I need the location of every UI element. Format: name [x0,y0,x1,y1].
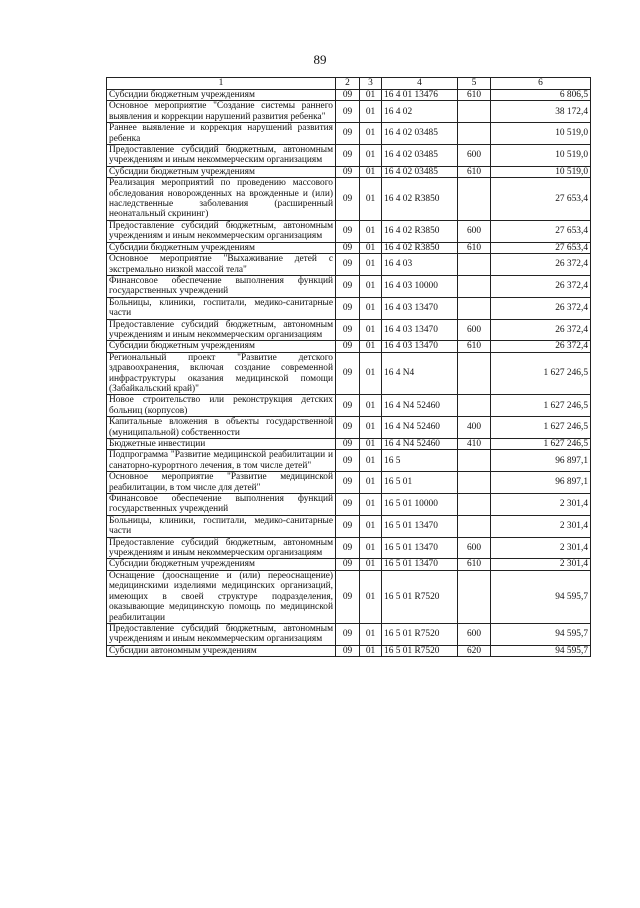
row-name: Финансовое обеспечение выполнения функций государственных учреждений [107,275,336,297]
row-section: 09 [336,645,360,656]
row-subsection: 01 [360,570,382,623]
row-subsection: 01 [360,395,382,417]
row-target-code: 16 4 03 [382,254,458,276]
row-expense-type: 610 [458,559,491,570]
row-expense-type: 600 [458,145,491,167]
row-subsection: 01 [360,275,382,297]
table-row [107,145,591,167]
row-name: Основное мероприятие "Создание системы раннего выявления и коррекции нарушений развития ребенка" [107,101,336,123]
row-section: 09 [336,297,360,319]
row-section: 09 [336,352,360,395]
table-row [107,472,591,494]
row-name: Оснащение (дооснащение и (или) переоснащение) медицинскими изделиями медицинских организаций, имеющих в своей структуре подразделения, оказывающие медицинскую помощь по медицинской реабилитации [107,570,336,623]
header-row [107,78,591,90]
row-name: Финансовое обеспечение выполнения функций государственных учреждений [107,494,336,516]
row-target-code: 16 4 03 13470 [382,297,458,319]
row-amount: 26 372,4 [491,341,591,352]
row-amount: 6 806,5 [491,90,591,101]
page-number: 89 [313,52,327,67]
row-name: Капитальные вложения в объекты государственной (муниципальной) собственности [107,417,336,439]
header-cell: 2 [336,78,360,90]
table-row [107,220,591,242]
row-name: Раннее выявление и коррекция нарушений развития ребенка [107,123,336,145]
row-amount: 2 301,4 [491,494,591,516]
row-expense-type: 610 [458,242,491,253]
table-row [107,395,591,417]
row-target-code: 16 4 02 R3850 [382,242,458,253]
row-subsection: 01 [360,352,382,395]
row-subsection: 01 [360,220,382,242]
row-subsection: 01 [360,242,382,253]
row-name: Субсидии бюджетным учреждениям [107,166,336,177]
row-subsection: 01 [360,254,382,276]
row-amount: 26 372,4 [491,254,591,276]
row-target-code: 16 4 N4 52460 [382,395,458,417]
row-amount: 94 595,7 [491,570,591,623]
row-subsection: 01 [360,559,382,570]
row-target-code: 16 4 02 03485 [382,123,458,145]
row-subsection: 01 [360,297,382,319]
row-name: Субсидии бюджетным учреждениям [107,242,336,253]
row-name: Субсидии бюджетным учреждениям [107,341,336,352]
row-amount: 26 372,4 [491,319,591,341]
row-name: Больницы, клиники, госпитали, медико-санитарные части [107,515,336,537]
row-expense-type: 620 [458,645,491,656]
row-target-code: 16 4 N4 52460 [382,439,458,450]
row-target-code: 16 4 N4 [382,352,458,395]
table-row [107,645,591,656]
row-subsection: 01 [360,439,382,450]
row-expense-type: 600 [458,220,491,242]
row-section: 09 [336,166,360,177]
row-expense-type [458,178,491,221]
header-cell: 4 [382,78,458,90]
row-expense-type [458,472,491,494]
row-section: 09 [336,341,360,352]
header-cell: 3 [360,78,382,90]
row-section: 09 [336,570,360,623]
row-expense-type: 400 [458,417,491,439]
row-amount: 96 897,1 [491,450,591,472]
row-name: Больницы, клиники, госпитали, медико-санитарные части [107,297,336,319]
row-expense-type [458,275,491,297]
row-subsection: 01 [360,145,382,167]
row-target-code: 16 4 03 13470 [382,341,458,352]
row-target-code: 16 4 02 03485 [382,145,458,167]
row-subsection: 01 [360,450,382,472]
row-section: 09 [336,450,360,472]
row-amount: 1 627 246,5 [491,352,591,395]
row-expense-type [458,515,491,537]
table-row [107,570,591,623]
row-name: Бюджетные инвестиции [107,439,336,450]
row-section: 09 [336,220,360,242]
table-row [107,537,591,559]
row-subsection: 01 [360,623,382,645]
row-section: 09 [336,90,360,101]
row-section: 09 [336,319,360,341]
table-row [107,494,591,516]
row-section: 09 [336,145,360,167]
row-target-code: 16 5 01 [382,472,458,494]
row-amount: 38 172,4 [491,101,591,123]
row-expense-type [458,123,491,145]
row-target-code: 16 4 02 R3850 [382,178,458,221]
row-name: Новое строительство или реконструкция детских больниц (корпусов) [107,395,336,417]
row-subsection: 01 [360,90,382,101]
row-amount: 10 519,0 [491,145,591,167]
row-target-code: 16 5 01 R7520 [382,570,458,623]
row-section: 09 [336,275,360,297]
row-expense-type [458,494,491,516]
row-target-code: 16 5 01 13470 [382,559,458,570]
row-section: 09 [336,242,360,253]
row-target-code: 16 5 01 10000 [382,494,458,516]
row-name: Субсидии бюджетным учреждениям [107,90,336,101]
row-expense-type [458,450,491,472]
table-row [107,623,591,645]
row-section: 09 [336,494,360,516]
row-name: Основное мероприятие "Выхаживание детей с экстремально низкой массой тела" [107,254,336,276]
table-row [107,341,591,352]
table-row [107,352,591,395]
row-amount: 2 301,4 [491,559,591,570]
row-name: Субсидии бюджетным учреждениям [107,559,336,570]
row-target-code: 16 4 03 13470 [382,319,458,341]
row-amount: 1 627 246,5 [491,439,591,450]
row-section: 09 [336,559,360,570]
row-section: 09 [336,515,360,537]
row-expense-type [458,570,491,623]
row-target-code: 16 5 01 R7520 [382,645,458,656]
row-subsection: 01 [360,472,382,494]
row-target-code: 16 4 01 13476 [382,90,458,101]
row-expense-type: 410 [458,439,491,450]
row-section: 09 [336,395,360,417]
row-subsection: 01 [360,515,382,537]
row-subsection: 01 [360,494,382,516]
header-cell: 6 [491,78,591,90]
row-section: 09 [336,178,360,221]
table-row [107,450,591,472]
row-section: 09 [336,472,360,494]
row-subsection: 01 [360,537,382,559]
row-section: 09 [336,537,360,559]
row-amount: 10 519,0 [491,123,591,145]
table-row [107,123,591,145]
row-name: Региональный проект "Развитие детского здравоохранения, включая создание современной инфраструктуры оказания медицинской помощи (Забайкальский край)" [107,352,336,395]
row-target-code: 16 5 01 13470 [382,515,458,537]
row-amount: 27 653,4 [491,242,591,253]
row-section: 09 [336,123,360,145]
table-row [107,515,591,537]
header-cell: 1 [107,78,336,90]
table-row [107,439,591,450]
row-target-code: 16 4 02 R3850 [382,220,458,242]
row-expense-type: 600 [458,623,491,645]
table-row [107,559,591,570]
row-target-code: 16 4 02 03485 [382,166,458,177]
row-subsection: 01 [360,417,382,439]
row-target-code: 16 5 01 R7520 [382,623,458,645]
row-amount: 1 627 246,5 [491,417,591,439]
row-amount: 2 301,4 [491,515,591,537]
row-target-code: 16 5 01 13470 [382,537,458,559]
row-target-code: 16 4 N4 52460 [382,417,458,439]
row-name: Предоставление субсидий бюджетным, автономным учреждениям и иным некоммерческим организациям [107,623,336,645]
row-section: 09 [336,417,360,439]
row-expense-type [458,101,491,123]
table-row [107,319,591,341]
row-expense-type [458,395,491,417]
row-name: Предоставление субсидий бюджетным, автономным учреждениям и иным некоммерческим организациям [107,145,336,167]
table-row [107,90,591,101]
row-amount: 2 301,4 [491,537,591,559]
row-subsection: 01 [360,645,382,656]
row-name: Субсидии автономным учреждениям [107,645,336,656]
row-subsection: 01 [360,123,382,145]
row-amount: 26 372,4 [491,297,591,319]
row-subsection: 01 [360,101,382,123]
table-row [107,254,591,276]
row-expense-type [458,297,491,319]
row-subsection: 01 [360,166,382,177]
row-amount: 26 372,4 [491,275,591,297]
row-subsection: 01 [360,178,382,221]
row-subsection: 01 [360,341,382,352]
row-amount: 27 653,4 [491,220,591,242]
table-row [107,166,591,177]
row-expense-type: 610 [458,166,491,177]
row-amount: 94 595,7 [491,645,591,656]
row-name: Предоставление субсидий бюджетным, автономным учреждениям и иным некоммерческим организациям [107,537,336,559]
budget-table [106,77,591,657]
row-amount: 96 897,1 [491,472,591,494]
table-row [107,297,591,319]
row-amount: 94 595,7 [491,623,591,645]
row-amount: 1 627 246,5 [491,395,591,417]
row-target-code: 16 4 03 10000 [382,275,458,297]
row-expense-type: 610 [458,341,491,352]
row-name: Подпрограмма "Развитие медицинской реабилитации и санаторно-курортного лечения, в том числе детей" [107,450,336,472]
row-target-code: 16 4 02 [382,101,458,123]
row-name: Предоставление субсидий бюджетным, автономным учреждениям и иным некоммерческим организациям [107,220,336,242]
row-subsection: 01 [360,319,382,341]
table-row [107,178,591,221]
row-expense-type: 610 [458,90,491,101]
table-row [107,242,591,253]
row-expense-type [458,352,491,395]
row-target-code: 16 5 [382,450,458,472]
row-name: Реализация мероприятий по проведению массового обследования новорожденных на врожденные и (или) наследственные заболевания (расширенный неонатальный скрининг) [107,178,336,221]
row-amount: 27 653,4 [491,178,591,221]
table-row [107,275,591,297]
row-section: 09 [336,254,360,276]
row-section: 09 [336,439,360,450]
row-expense-type: 600 [458,537,491,559]
table-row [107,417,591,439]
row-section: 09 [336,623,360,645]
row-amount: 10 519,0 [491,166,591,177]
row-expense-type: 600 [458,319,491,341]
row-expense-type [458,254,491,276]
header-cell: 5 [458,78,491,90]
row-name: Основное мероприятие "Развитие медицинской реабилитации, в том числе для детей" [107,472,336,494]
table-row [107,101,591,123]
row-section: 09 [336,101,360,123]
row-name: Предоставление субсидий бюджетным, автономным учреждениям и иным некоммерческим организациям [107,319,336,341]
